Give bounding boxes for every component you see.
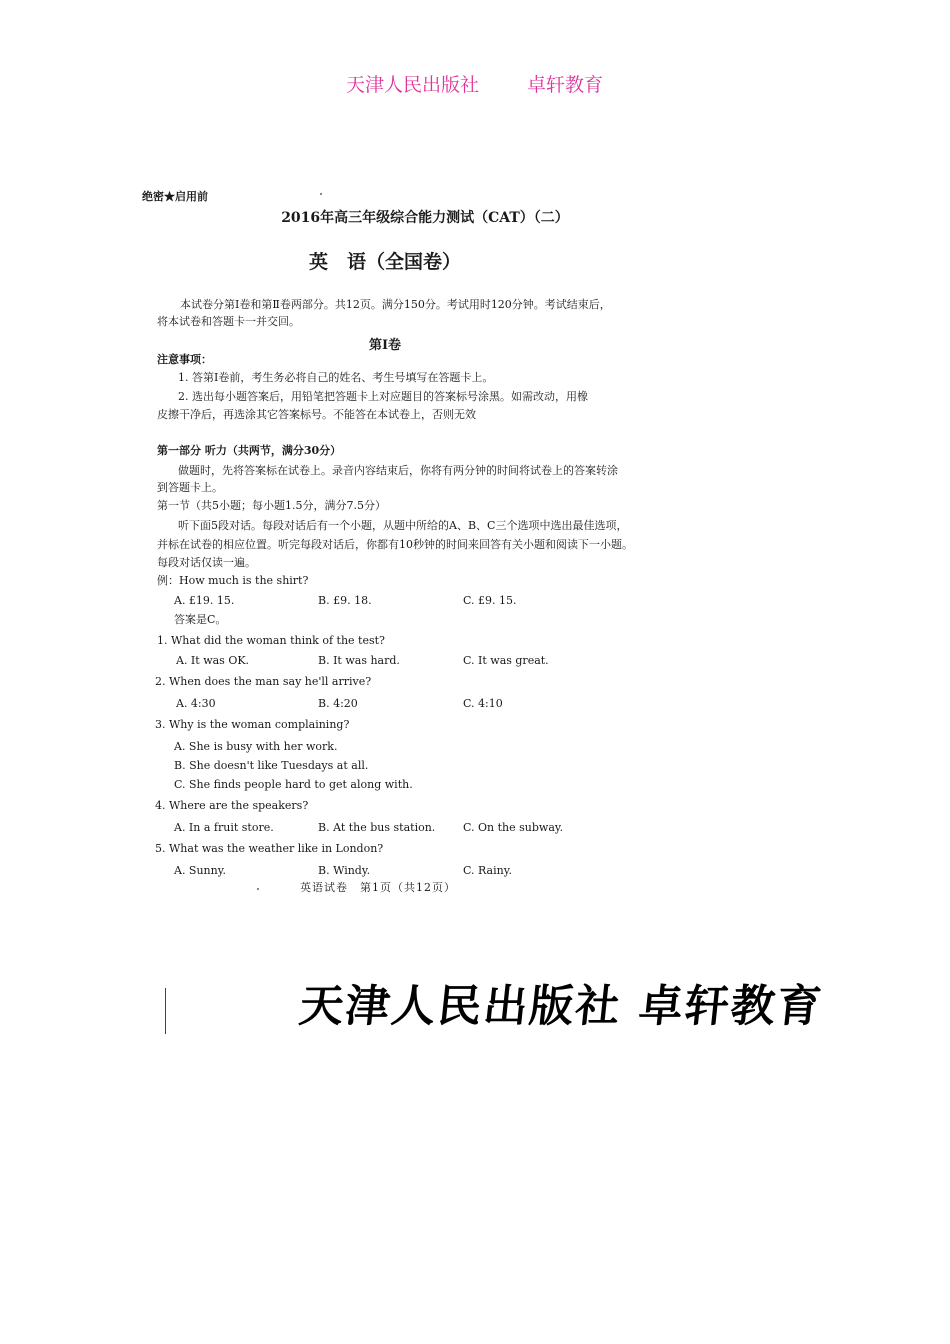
intro-line-2: 将本试卷和答题卡一并交回。 — [157, 315, 300, 328]
part1-desc-1: 做题时，先将答案标在试卷上。录音内容结束后，你将有两分钟的时间将试卷上的答案转涂 — [178, 464, 618, 477]
q1-option-c: C. It was great. — [463, 654, 549, 667]
part1-title: 第一部分 听力（共两节，满分30分） — [157, 444, 342, 457]
scan-speck — [320, 193, 322, 195]
page-footer: 英语试卷 第1页（共12页） — [300, 881, 456, 894]
exam-title: 2016年高三年级综合能力测试（CAT）（二） — [281, 210, 569, 226]
question-4: 4. Where are the speakers? — [155, 799, 309, 812]
example-question: 例：How much is the shirt? — [157, 574, 309, 587]
header-publisher: 天津人民出版社 — [346, 74, 480, 96]
section1-inst-3: 每段对话仅读一遍。 — [157, 556, 256, 569]
q3-option-b: B. She doesn't like Tuesdays at all. — [174, 759, 369, 772]
q5-option-c: C. Rainy. — [463, 864, 512, 877]
example-option-b: B. £9. 18. — [318, 594, 372, 607]
q4-option-a: A. In a fruit store. — [174, 821, 274, 834]
q4-option-c: C. On the subway. — [463, 821, 564, 834]
question-2: 2. When does the man say he'll arrive? — [155, 675, 372, 688]
section1-inst-1: 听下面5段对话。每段对话后有一个小题，从题中所给的A、B、C三个选项中选出最佳选项， — [178, 519, 628, 532]
secret-mark: 绝密★启用前 — [142, 190, 208, 203]
q2-option-c: C. 4:10 — [463, 697, 503, 710]
q5-option-a: A. Sunny. — [174, 864, 226, 877]
subject-title: 英 语（全国卷） — [308, 251, 461, 273]
q3-option-a: A. She is busy with her work. — [174, 740, 338, 753]
scan-speck — [257, 888, 259, 890]
question-1: 1. What did the woman think of the test? — [157, 634, 385, 647]
notice-item-2a: 2. 选出每小题答案后，用铅笔把答题卡上对应题目的答案标号涂黑。如需改动，用橡 — [178, 390, 588, 403]
section1-inst-2: 并标在试卷的相应位置。听完每段对话后，你都有10秒钟的时间来回答有关小题和阅读下一小题。 — [157, 538, 633, 551]
q5-option-b: B. Windy. — [318, 864, 371, 877]
question-3: 3. Why is the woman complaining? — [155, 718, 350, 731]
question-5: 5. What was the weather like in London? — [155, 842, 384, 855]
q3-option-c: C. She finds people hard to get along with. — [174, 778, 413, 791]
part1-desc-2: 到答题卡上。 — [157, 481, 223, 494]
q2-option-b: B. 4:20 — [318, 697, 358, 710]
q1-option-b: B. It was hard. — [318, 654, 400, 667]
volume-title: 第Ⅰ卷 — [368, 338, 402, 353]
notice-title: 注意事项： — [157, 353, 212, 366]
header-brand: 卓轩教育 — [527, 74, 604, 96]
q4-option-b: B. At the bus station. — [318, 821, 436, 834]
handwritten-publisher: 天津人民出版社 卓轩教育 — [296, 981, 826, 1032]
notice-item-2b: 皮擦干净后，再选涂其它答案标号。不能答在本试卷上，否则无效 — [157, 408, 476, 421]
example-option-c: C. £9. 15. — [463, 594, 517, 607]
margin-line — [165, 988, 166, 1034]
notice-item-1: 1. 答第Ⅰ卷前，考生务必将自己的姓名、考生号填写在答题卡上。 — [178, 371, 494, 384]
example-option-a: A. £19. 15. — [174, 594, 235, 607]
example-answer: 答案是C。 — [174, 613, 227, 626]
intro-line-1: 本试卷分第Ⅰ卷和第Ⅱ卷两部分。共12页。满分150分。考试用时120分钟。考试结束后， — [180, 298, 611, 311]
q2-option-a: A. 4:30 — [176, 697, 216, 710]
q1-option-a: A. It was OK. — [176, 654, 250, 667]
section1-title: 第一节（共5小题；每小题1.5分，满分7.5分） — [157, 499, 386, 512]
